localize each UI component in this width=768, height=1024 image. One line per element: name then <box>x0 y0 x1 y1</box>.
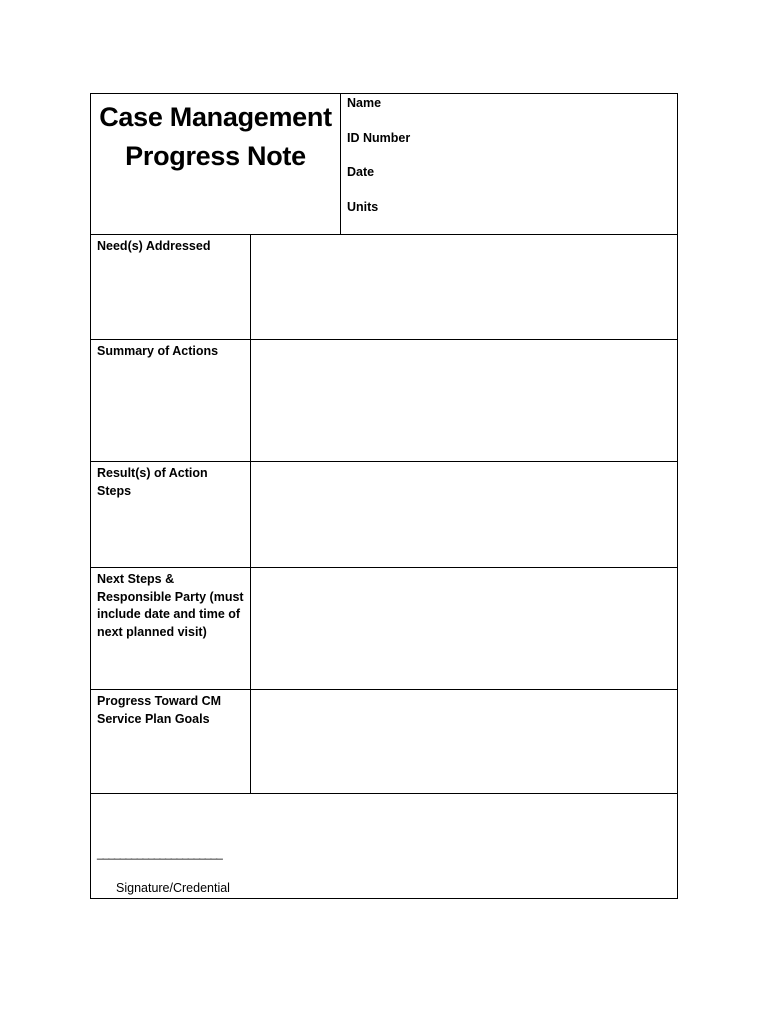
progress-toward-goals-row <box>91 690 677 794</box>
progress-toward-goals-label: Progress Toward CM Service Plan Goals <box>91 690 251 793</box>
title-line-1: Case Management <box>99 102 332 132</box>
date-field-label: Date <box>347 165 375 179</box>
results-of-action-steps-field[interactable] <box>251 462 677 567</box>
title-line-2: Progress Note <box>125 141 306 171</box>
next-steps-label: Next Steps & Responsible Party (must include date and time of next planned visit) <box>91 568 251 689</box>
needs-addressed-label: Need(s) Addressed <box>91 235 251 339</box>
form-title <box>91 94 341 234</box>
summary-of-actions-row <box>91 340 677 462</box>
next-steps-row <box>91 568 677 690</box>
needs-addressed-field[interactable] <box>251 235 677 339</box>
results-of-action-steps-row <box>91 462 677 568</box>
client-info-fields[interactable] <box>341 94 677 234</box>
needs-addressed-row <box>91 235 677 340</box>
progress-note-form <box>90 93 678 899</box>
name-field-label: Name <box>347 96 382 110</box>
results-of-action-steps-label: Result(s) of Action Steps <box>91 462 251 567</box>
units-field-label: Units <box>347 199 379 214</box>
summary-of-actions-label: Summary of Actions <box>91 340 251 461</box>
id-number-field-label: ID Number <box>347 130 411 145</box>
signature-section <box>91 794 677 898</box>
progress-toward-goals-field[interactable] <box>251 690 677 793</box>
signature-label: Signature/Credential <box>116 881 230 895</box>
next-steps-field[interactable] <box>251 568 677 689</box>
signature-line[interactable]: ______________________ <box>97 846 222 860</box>
form-header <box>91 94 677 235</box>
summary-of-actions-field[interactable] <box>251 340 677 461</box>
